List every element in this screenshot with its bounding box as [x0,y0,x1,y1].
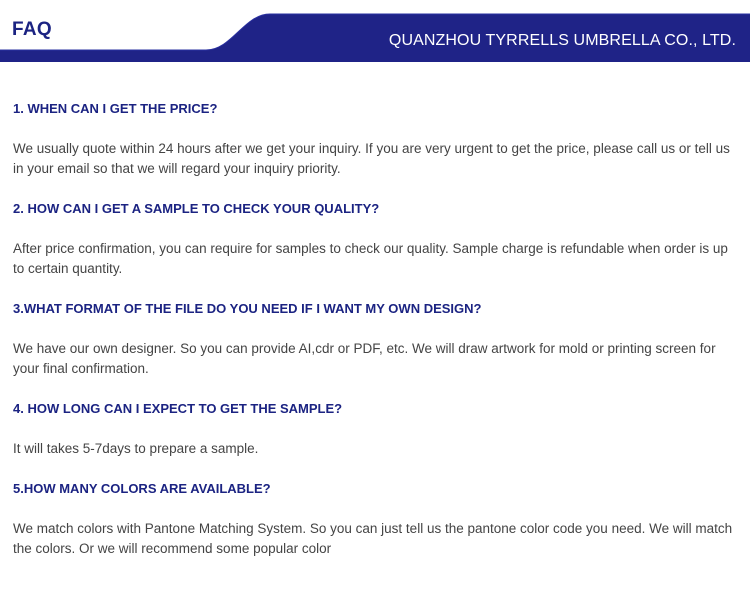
faq-answer: After price confirmation, you can require for samples to check our quality. Sample charge is refundable when order is up to certain quantity. [13,241,728,276]
company-name: QUANZHOU TYRRELLS UMBRELLA CO., LTD. [388,32,736,49]
faq-question: 3.WHAT FORMAT OF THE FILE DO YOU NEED IF I WANT MY OWN DESIGN? [13,301,482,316]
faq-item [13,99,740,179]
header-banner [0,0,750,62]
faq-list [13,99,740,579]
faq-question: 5.HOW MANY COLORS ARE AVAILABLE? [13,481,271,496]
faq-item [13,399,740,459]
faq-item [13,199,740,279]
header-band-shape [0,0,750,62]
page-title: FAQ [12,19,52,40]
faq-answer: We usually quote within 24 hours after we get your inquiry. If you are very urgent to get the price, please call us or tell us in your email so that we will regard your inquiry priority. [13,141,730,176]
faq-answer: We have our own designer. So you can provide AI,cdr or PDF, etc. We will draw artwork for mold or printing screen for your final confirmation. [13,341,716,376]
faq-answer: It will takes 5-7days to prepare a sample. [13,441,259,456]
faq-item [13,299,740,379]
faq-answer: We match colors with Pantone Matching System. So you can just tell us the pantone color code you need. We will match the colors. Or we will recommend some popular color [13,521,733,556]
faq-question: 4. HOW LONG CAN I EXPECT TO GET THE SAMPLE? [13,401,343,416]
faq-question: 2. HOW CAN I GET A SAMPLE TO CHECK YOUR QUALITY? [13,201,380,216]
faq-item [13,479,740,559]
faq-question: 1. WHEN CAN I GET THE PRICE? [13,101,218,116]
